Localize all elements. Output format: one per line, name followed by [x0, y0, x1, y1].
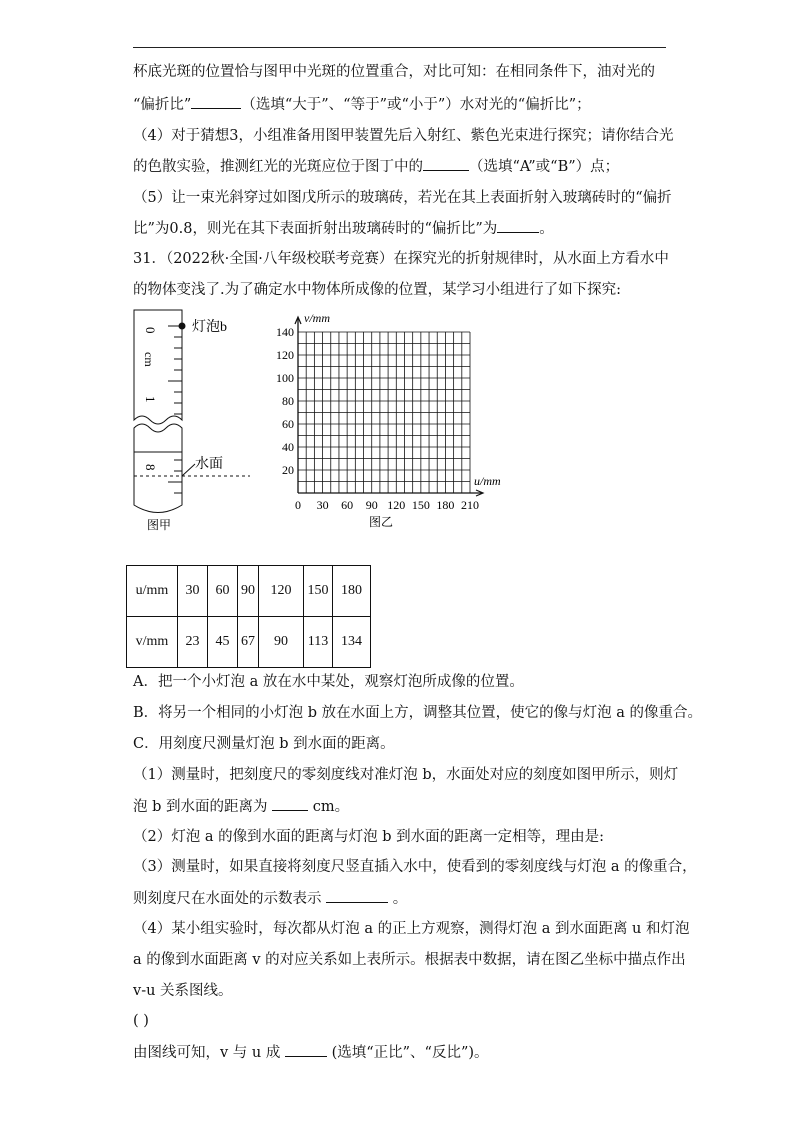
question-31-stem: 31．（2022秋·全国·八年级校联考竞赛）在探究光的折射规律时，从水面上方看水中: [133, 251, 669, 267]
y-tick-label: 40: [282, 440, 294, 454]
ruler-number-8: 8: [143, 464, 158, 471]
x-tick-label: 180: [436, 498, 455, 512]
text-line: （5）让一束光斜穿过如图戊所示的玻璃砖，若光在其上表面折射入玻璃砖时的“偏折: [133, 190, 672, 206]
y-axis-label: v/mm: [304, 311, 330, 325]
ruler-figure: [134, 310, 250, 513]
bulb-b-dot: [179, 323, 186, 330]
water-label-leader: [182, 464, 195, 476]
bulb-b-label: 灯泡b: [192, 320, 227, 335]
step-c: C．用刻度尺测量灯泡 b 到水面的距离。: [133, 736, 395, 752]
table-cell: 60: [208, 566, 238, 617]
text-line: 泡 b 到水面的距离为 cm。: [133, 796, 349, 817]
x-tick-label: 90: [365, 498, 378, 512]
answer-blank[interactable]: [285, 1042, 327, 1057]
table-cell: 23: [178, 617, 208, 668]
x-tick-label: 120: [387, 498, 406, 512]
y-tick-label: 20: [282, 463, 294, 477]
table-cell: 90: [238, 566, 259, 617]
y-tick-label: 80: [282, 394, 294, 408]
text-line: 杯底光斑的位置恰与图甲中光斑的位置重合，对比可知：在相同条件下，油对光的: [133, 64, 655, 80]
table-header-u: u/mm: [127, 566, 178, 617]
text-line: （4）某小组实验时，每次都从灯泡 a 的正上方观察，测得灯泡 a 到水面距离 u 和灯泡: [133, 921, 690, 937]
text-line: v-u 关系图线。: [133, 983, 233, 999]
table-cell: 180: [333, 566, 371, 617]
table-cell: 120: [259, 566, 304, 617]
x-tick-label: 30: [316, 498, 329, 512]
ruler-number-0: 0: [143, 327, 158, 334]
figure-jia-caption: 图甲: [147, 518, 172, 532]
x-tick-label: 60: [341, 498, 354, 512]
table-cell: 67: [238, 617, 259, 668]
water-surface-label: 水面: [195, 457, 223, 472]
text-line: “偏折比” （选填“大于”、“等于”或“小于”）水对光的“偏折比”；: [133, 94, 591, 115]
text-line: 比”为0.8，则光在其下表面折射出玻璃砖时的“偏折比”为 。: [133, 218, 554, 239]
table-row: [127, 617, 371, 668]
table-row: [127, 566, 371, 617]
y-tick-label: 140: [276, 325, 294, 339]
data-table: [126, 565, 371, 668]
table-cell: 150: [304, 566, 333, 617]
table-cell: 90: [259, 617, 304, 668]
table-cell: 30: [178, 566, 208, 617]
y-tick-label: 60: [282, 417, 294, 431]
y-tick-label: 120: [276, 348, 294, 362]
table-header-v: v/mm: [127, 617, 178, 668]
figure-yi-caption: 图乙: [369, 515, 394, 529]
answer-parentheses: ( ): [133, 1013, 149, 1029]
x-tick-label: 150: [411, 498, 430, 512]
answer-blank[interactable]: [272, 796, 308, 811]
text-line: 则刻度尺在水面处的示数表示 。: [133, 888, 407, 909]
table-cell: 113: [304, 617, 333, 668]
step-b: B．将另一个相同的小灯泡 b 放在水面上方，调整其位置，使它的像与灯泡 a 的像重合。: [133, 705, 703, 721]
text-line: 的物体变浅了.为了确定水中物体所成像的位置，某学习小组进行了如下探究:: [133, 282, 621, 298]
text-line: （3）测量时，如果直接将刻度尺竖直插入水中，使看到的零刻度线与灯泡 a 的像重合，: [133, 859, 697, 875]
answer-blank[interactable]: [326, 888, 388, 903]
y-tick-label: 100: [276, 371, 294, 385]
ruler-number-1: 1: [143, 396, 158, 403]
ruler-unit: cm: [142, 352, 156, 367]
text-line: 由图线可知，v 与 u 成 (选填“正比”、“反比”)。: [133, 1042, 489, 1063]
chart-yi: [276, 311, 501, 512]
figures: [0, 0, 800, 560]
step-a: A．把一个小灯泡 a 放在水中某处，观察灯泡所成像的位置。: [133, 674, 524, 690]
x-axis-label: u/mm: [474, 474, 501, 488]
x-tick-label: 0: [295, 498, 301, 512]
x-tick-label: 210: [461, 498, 479, 512]
text-line: （1）测量时，把刻度尺的零刻度线对准灯泡 b，水面处对应的刻度如图甲所示，则灯: [133, 767, 679, 783]
text-line: a 的像到水面距离 v 的对应关系如上表所示。根据表中数据，请在图乙坐标中描点作出: [133, 952, 686, 968]
ruler-ticks: [168, 326, 182, 493]
table-cell: 134: [333, 617, 371, 668]
table-cell: 45: [208, 617, 238, 668]
text-line: （2）灯泡 a 的像到水面的距离与灯泡 b 到水面的距离一定相等，理由是:: [133, 829, 604, 845]
text-line: 的色散实验，推测红光的光斑应位于图丁中的 （选填“A”或“B”）点；: [133, 156, 619, 177]
text-line: （4）对于猜想3，小组准备用图甲装置先后入射红、紫色光束进行探究；请你结合光: [133, 128, 674, 144]
